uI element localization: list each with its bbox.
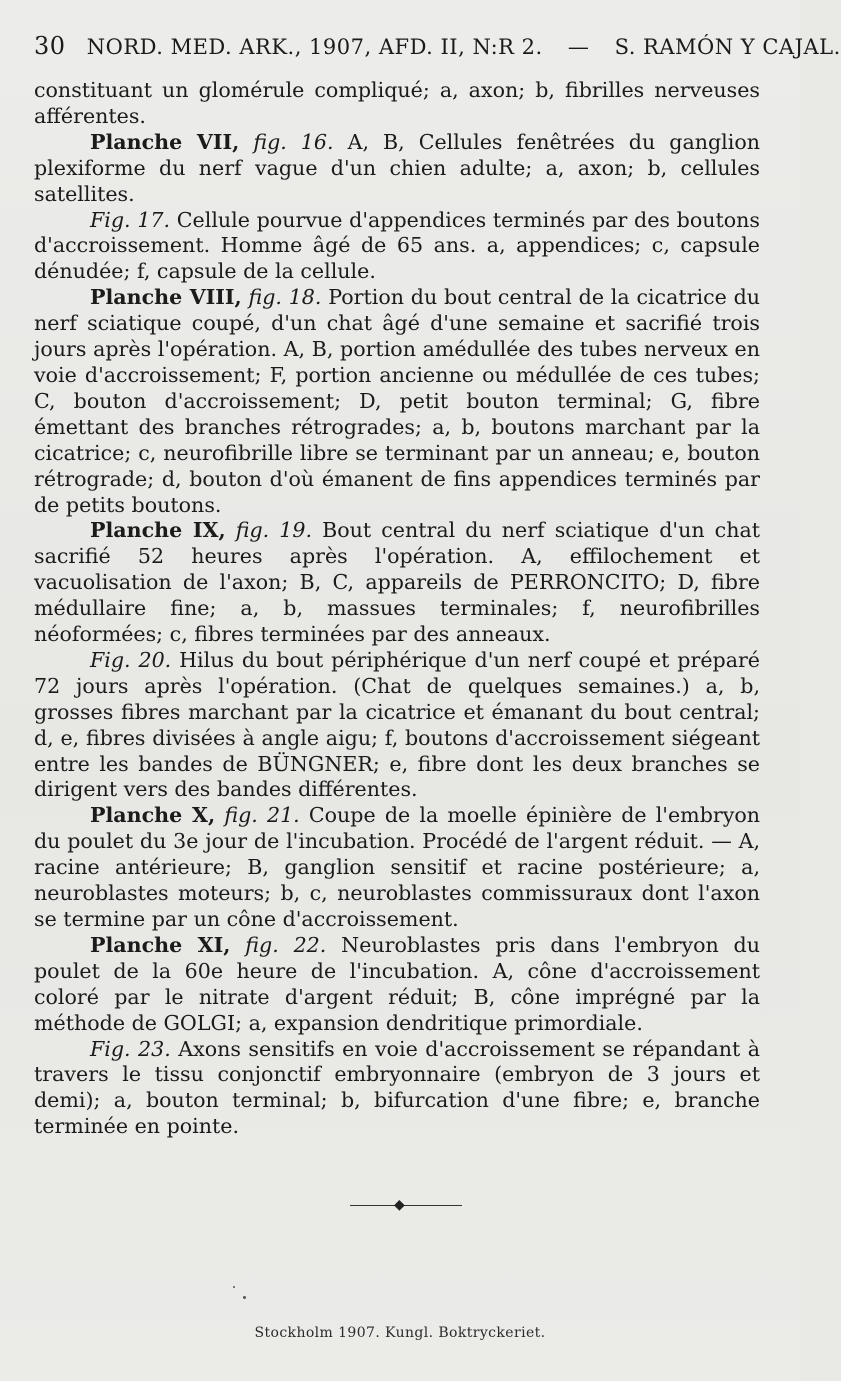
paragraph-text: Bout central du nerf sciatique d'un chat sacrifié 52 heures après l'opération. A, effilochement et vacuolisation de l'axon; B, C, appareils de PERRONCITO; D, fibre médullaire fine; a, b, massues terminales; f, neurofibrilles néoformées; c, fibres terminées par des anneaux. xyxy=(34,518,761,647)
figure-label: fig. 16. xyxy=(253,129,334,154)
author-name: S. RAMÓN Y CAJAL. xyxy=(614,35,841,59)
paragraph xyxy=(34,78,760,130)
plate-label: Planche XI, xyxy=(90,932,231,957)
paragraph xyxy=(34,803,760,933)
page-number: 30 xyxy=(34,32,66,60)
paragraph xyxy=(34,1037,760,1141)
paragraph-text: Cellule pourvue d'appendices terminés par des boutons d'accroissement. Homme âgé de 65 ans. a, appendices; c, capsule dénudée; f, capsule de la cellule. xyxy=(34,207,761,284)
running-header xyxy=(34,32,841,66)
print-speck xyxy=(243,1296,246,1299)
figure-label: fig. 21. xyxy=(224,803,300,828)
paragraph-text: Portion du bout central de la cicatrice du nerf sciatique coupé, d'un chat âgé d'une semaine et sacrifié trois jours après l'opération. A, B, portion amédullée des tubes nerveux en voie d'accroissement; F, portion ancienne ou médullée de ces tubes; C, bouton d'accroissement; D, petit bouton terminal; G, fibre émettant des branches rétrogrades; a, b, boutons marchant par la cicatrice; c, neurofibrille libre se terminant par un anneau; e, bouton rétrograde; d, bouton d'où émanent de fins appendices terminés par de petits boutons. xyxy=(34,285,761,517)
plate-label: Planche VII, xyxy=(90,129,240,154)
paragraph-text: Neuroblastes pris dans l'embryon du poulet de la 60e heure de l'incubation. A, cône d'accroissement coloré par le nitrate d'argent réduit; B, cône imprégné par la méthode de GOLGI; a, expansion dendritique primordiale. xyxy=(34,932,761,1035)
paragraph-text: Axons sensitifs en voie d'accroissement se répandant à travers le tissu conjonctif embryonnaire (embryon de 3 jours et demi); a, bouton terminal; b, bifurcation d'une fibre; e, branche terminée en pointe. xyxy=(34,1036,760,1139)
paragraph xyxy=(34,208,760,286)
paragraph xyxy=(34,518,760,648)
paragraph-text: Coupe de la moelle épinière de l'embryon du poulet du 3e jour de l'incubation. Procédé de l'argent réduit. — A, racine antérieure; B, ganglion sensitif et racine postérieure; a, neuroblastes moteurs; b, c, neuroblastes commissuraux dont l'axon se termine par un cône d'accroissement. xyxy=(34,803,761,931)
figure-label: fig. 22. xyxy=(245,932,327,957)
divider-ornament-icon: ◆ xyxy=(394,1197,405,1213)
figure-label: fig. 19. xyxy=(235,518,313,543)
paragraph-text: A, B, Cellules fenêtrées du ganglion plexiforme du nerf vague d'un chien adulte; a, axon; b, cellules satellites. xyxy=(34,129,761,206)
journal-citation: NORD. MED. ARK., 1907, AFD. II, N:R 2. xyxy=(86,35,543,59)
paragraph-text: Hilus du bout périphérique d'un nerf coupé et préparé 72 jours après l'opération. (Chat de quelques semaines.) a, b, grosses fibres marchant par la cicatrice et émanant du bout central; d, e, fibres divisées à angle aigu; f, boutons d'accroissement siégeant entre les bandes de BÜNGNER; e, fibre dont les deux branches se dirigent vers des bandes différentes. xyxy=(34,647,760,802)
printer-imprint: Stockholm 1907. Kungl. Boktryckeriet. xyxy=(254,1325,546,1341)
plate-label: Planche VIII, xyxy=(90,285,242,310)
header-dash: — xyxy=(567,35,590,59)
paragraph xyxy=(34,648,760,803)
paragraph xyxy=(34,130,760,208)
plate-label: Planche IX, xyxy=(90,518,226,543)
print-speck xyxy=(233,1286,235,1288)
figure-label: Fig. 17. xyxy=(90,207,171,232)
figure-label: fig. 18. xyxy=(248,285,322,310)
figure-label: Fig. 23. xyxy=(90,1036,171,1061)
plate-label: Planche X, xyxy=(90,803,216,828)
paragraph xyxy=(34,285,760,518)
body-text xyxy=(34,78,760,1140)
figure-label: Fig. 20. xyxy=(90,647,172,672)
paragraph-text: constituant un glomérule compliqué; a, axon; b, fibrilles nerveuses afférentes. xyxy=(34,78,760,128)
paragraph xyxy=(34,933,760,1037)
section-divider xyxy=(350,1205,462,1206)
